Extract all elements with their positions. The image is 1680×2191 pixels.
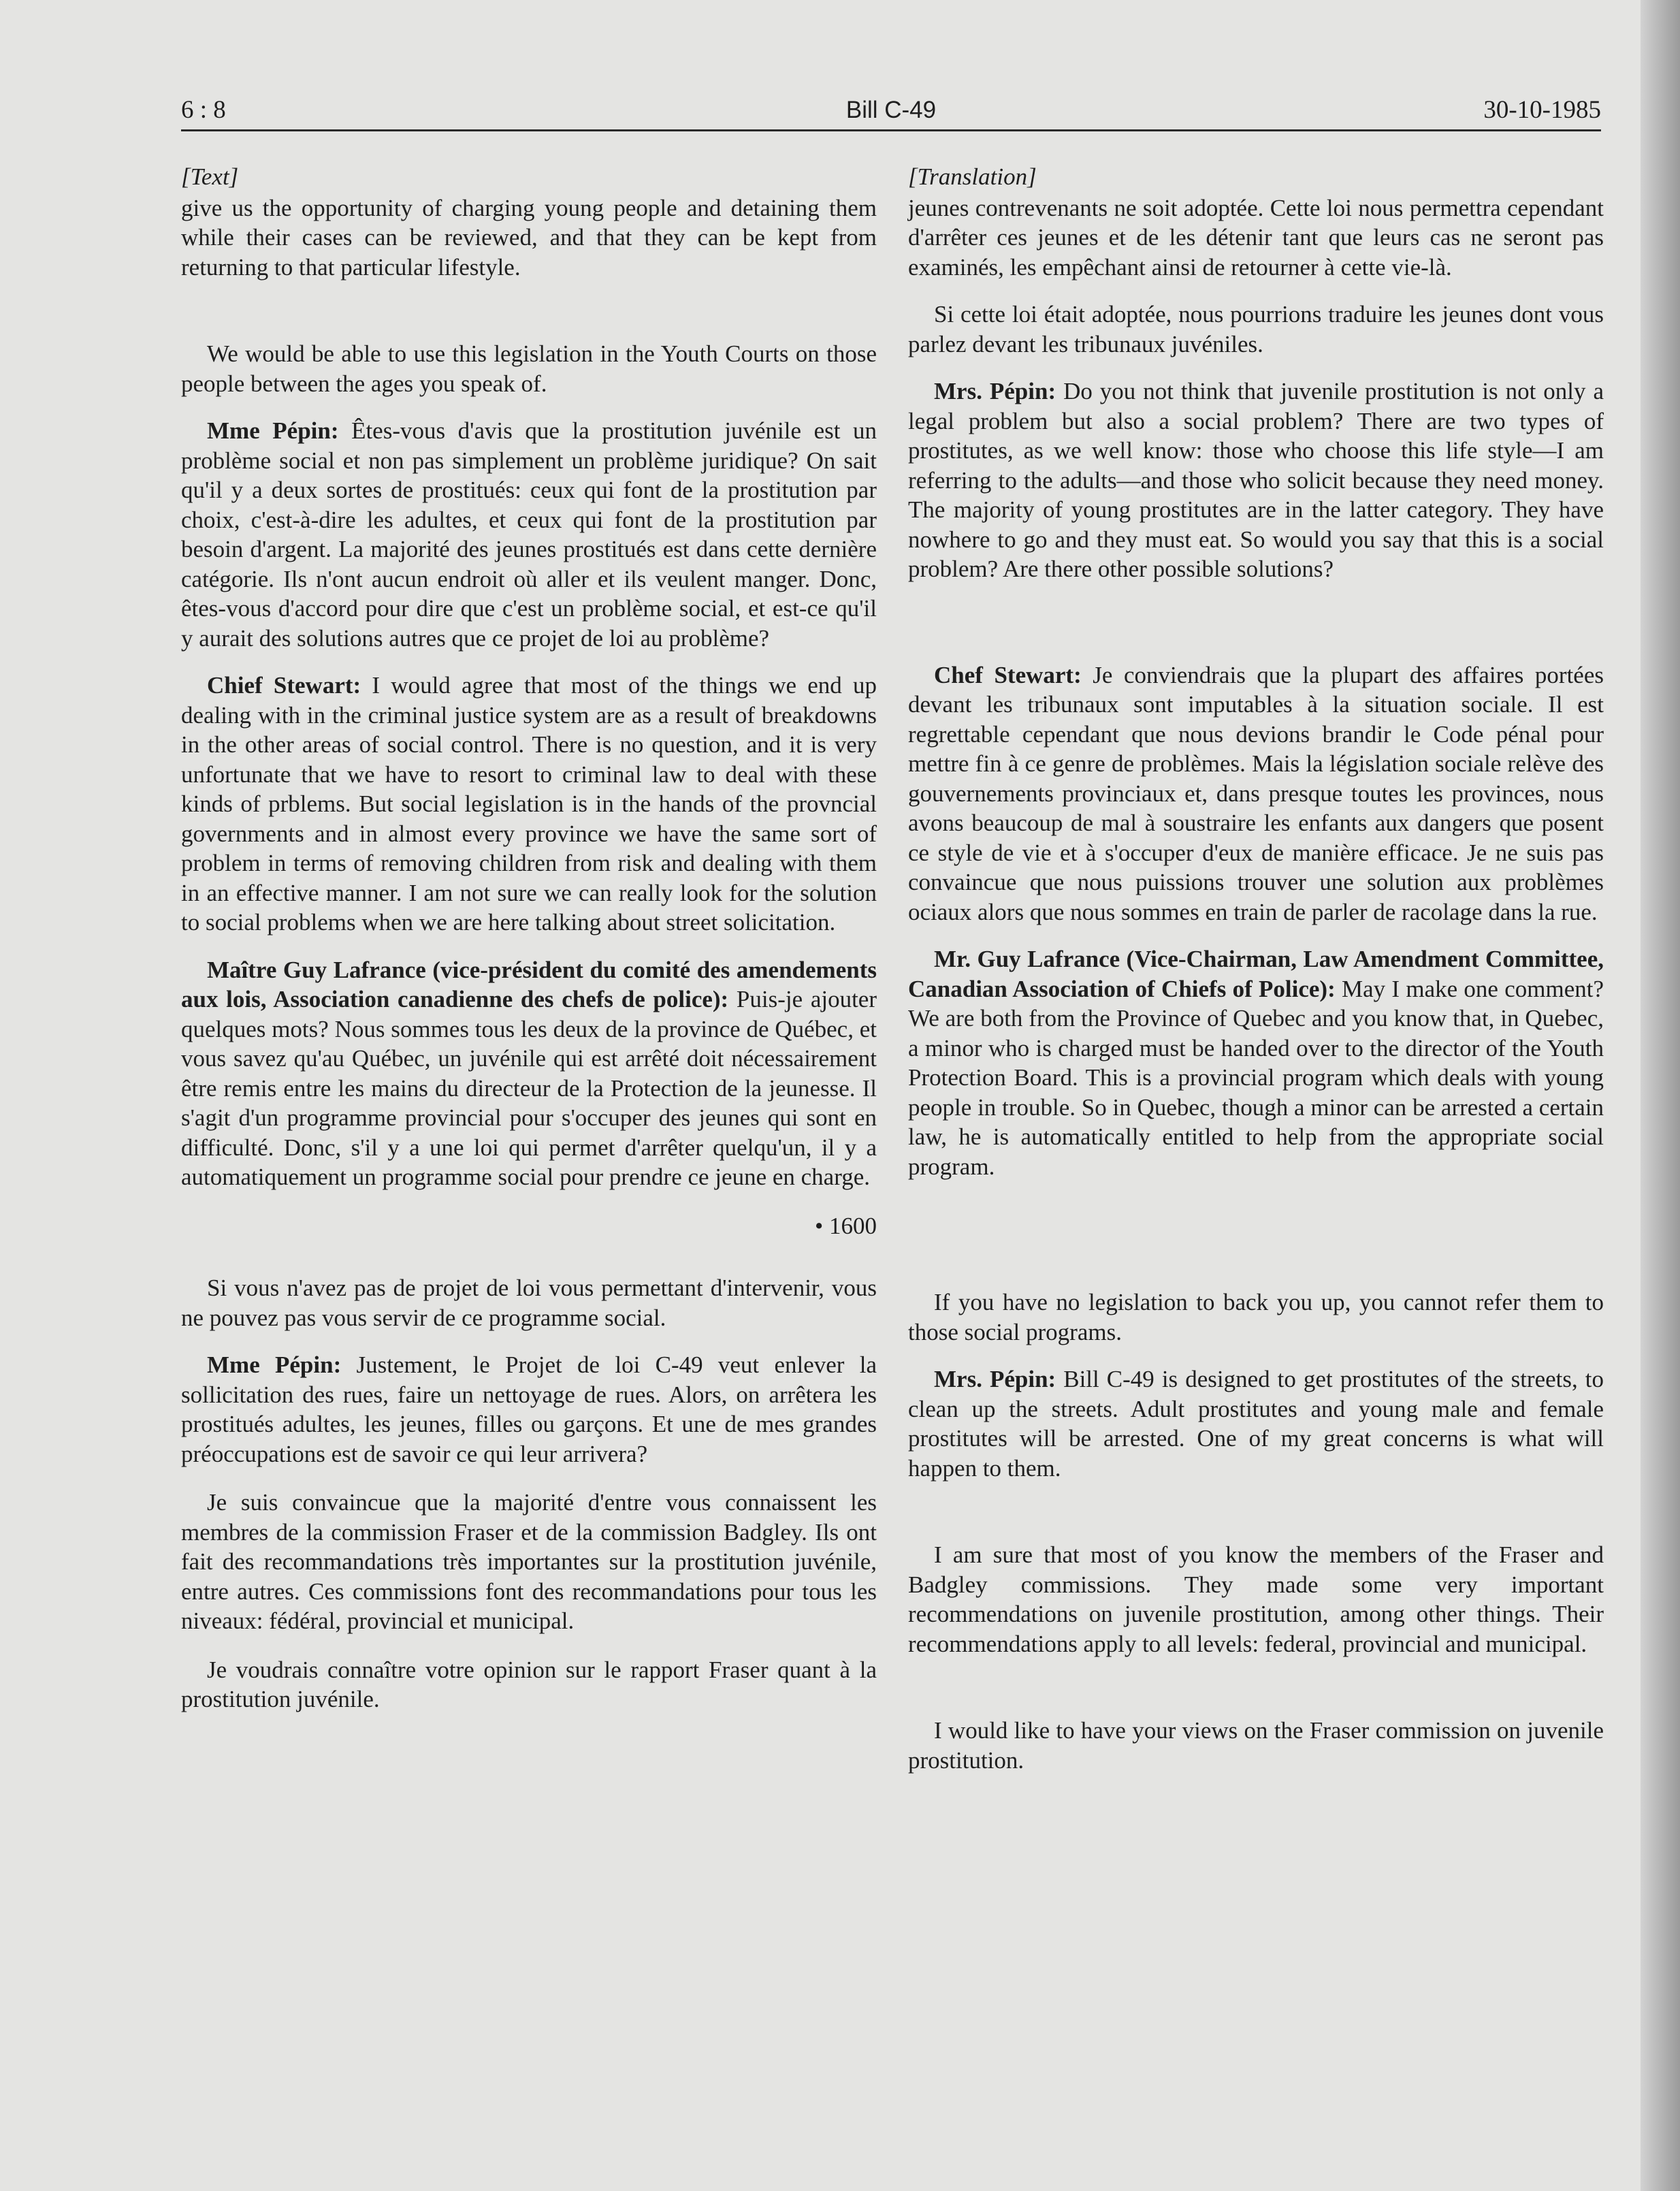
right-paragraph-7	[908, 1364, 1604, 1483]
right-column-label: [Translation]	[908, 163, 1037, 190]
speaker-name: Chef Stewart:	[934, 661, 1082, 688]
speech-text: Justement, le Projet de loi C-49 veut enlever la sollicitation des rues, faire un nettoyage de rues. Alors, on arrêtera les prostitués adultes, les jeunes, filles ou garçons. Et une de mes grandes préoccupations est de savoir ce qui leur arrivera?	[181, 1352, 877, 1467]
speech-text: Puis-je ajouter quelques mots? Nous sommes tous les deux de la province de Québec, et vous savez qu'au Québec, un juvénile qui est arrêté doit nécessairement être remis entre les mains du directeur de la Protection de la jeunesse. Il s'agit d'un programme provincial pour s'occuper des jeunes qui sont en difficulté. Donc, s'il y a une loi qui permet d'arrêter quelqu'un, il y a automatiquement un programme social pour prendre ce jeune en charge.	[181, 986, 877, 1190]
left-paragraph-3	[181, 416, 877, 653]
left-paragraph-6: Si vous n'avez pas de projet de loi vous permettant d'intervenir, vous ne pouvez pas vous servir de ce programme social.	[181, 1275, 877, 1331]
header-rule	[181, 129, 1601, 131]
speech-text: Bill C-49 is designed to get prostitutes of the streets, to clean up the streets. Adult prostitutes and young male and female prostitutes will be arrested. One of my great concerns is what will happen to them.	[908, 1366, 1604, 1482]
right-paragraph-6: If you have no legislation to back you up, you cannot refer them to those social programs.	[908, 1289, 1604, 1345]
speaker-name: Mrs. Pépin:	[934, 1366, 1056, 1392]
left-paragraph-2: We would be able to use this legislation in the Youth Courts on those people between the ages you speak of.	[181, 340, 877, 397]
right-paragraph-1: jeunes contrevenants ne soit adoptée. Cette loi nous permettra cependant d'arrêter ces jeunes et de les détenir tant que leurs cas ne seront pas examinés, les empêchant ainsi de retourner à cette vie-là.	[908, 194, 1604, 281]
left-column	[181, 162, 877, 1714]
page-edge-shadow	[1641, 0, 1680, 2191]
right-paragraph-3	[908, 377, 1604, 584]
left-column-label: [Text]	[181, 163, 239, 190]
right-paragraph-8: I am sure that most of you know the members of the Fraser and Badgley commissions. They made some very important recommendations on juvenile prostitution, among other things. Their recommendations apply to all levels: federal, provincial and municipal.	[908, 1541, 1604, 1657]
speech-text: Je conviendrais que la plupart des affaires portées devant les tribunaux sont imputables à la situation sociale. Il est regrettable cependant que nous devions brandir le Code pénal pour mettre fin à ce genre de problèmes. Mais la législation sociale relève des gouvernements provinciaux et, dans presque toutes les provinces, nous avons beaucoup de mal à soustraire les enfants aux dangers que posent ce style de vie et à s'occuper d'eux de manière efficace. Je ne suis pas convaincue que nous puissions trouver une solution aux problèmes ociaux alors que nous sommes en train de parler de racolage dans la rue.	[908, 661, 1604, 925]
speaker-name: Mme Pépin:	[207, 417, 339, 444]
speech-text: Êtes-vous d'avis que la prostitution juvénile est un problème social et non pas simplement un problème juridique? On sait qu'il y a deux sortes de prostitués: ceux qui font de la prostitution par choix, c'est-à-dire les adultes, et ceux qui font de la prostitution par besoin d'argent. La majorité des jeunes prostitués est dans cette dernière catégorie. Ils n'ont aucun endroit où aller et ils veulent manger. Donc, êtes-vous d'accord pour dire que c'est un problème social, et est-ce qu'il y aurait des solutions autres que ce projet de loi au problème?	[181, 417, 877, 652]
left-paragraph-4	[181, 671, 877, 938]
left-paragraph-9: Je voudrais connaître votre opinion sur le rapport Fraser quant à la prostitution juvénile.	[181, 1656, 877, 1712]
speaker-name: Mr. Guy Lafrance (Vice-Chairman, Law Amendment Committee, Canadian Association of Chiefs of Police):	[908, 946, 1604, 1002]
right-paragraph-9: I would like to have your views on the Fraser commission on juvenile prostitution.	[908, 1717, 1604, 1774]
speech-text: I would agree that most of the things we end up dealing with in the criminal justice system are as a result of breakdowns in the other areas of social control. There is no question, and it is very unfortunate that we have to resort to criminal law to deal with these kinds of prblems. But social legislation is in the hands of the provncial governments and in almost every province we have the same sort of problem in terms of removing children from risk and dealing with them in an effective manner. I am not sure we can really look for the solution to social problems when we are here talking about street solicitation.	[181, 672, 877, 935]
document-date: 30-10-1985	[1483, 96, 1601, 124]
left-paragraph-5	[181, 955, 877, 1192]
speaker-name: Maître Guy Lafrance (vice-président du comité des amendements aux lois, Association canadienne des chefs de police):	[181, 956, 877, 1012]
left-paragraph-1: give us the opportunity of charging young people and detaining them while their cases can be reviewed, and that they can be kept from returning to that particular lifestyle.	[181, 194, 877, 281]
speech-text: Do you not think that juvenile prostitution is not only a legal problem but also a social problem? There are two types of prostitutes, as we well know: those who choose this life style—I am referring to the adults—and those who solicit because they need money. The majority of young prostitutes are in the latter category. They have nowhere to go and they must eat. So would you say that this is a social problem? Are there other possible solutions?	[908, 378, 1604, 582]
timestamp-marker: • 1600	[814, 1212, 877, 1239]
speaker-name: Mme Pépin:	[207, 1352, 342, 1378]
right-paragraph-2: Si cette loi était adoptée, nous pourrions traduire les jeunes dont vous parlez devant les tribunaux juvéniles.	[908, 301, 1604, 357]
page-header	[181, 94, 1601, 127]
speaker-name: Mrs. Pépin:	[934, 378, 1056, 404]
speech-text: May I make one comment? We are both from the Province of Quebec and you know that, in Quebec, a minor who is charged must be handed over to the director of the Youth Protection Board. This is a provincial program which deals with young people in trouble. So in Quebec, though a minor can be arrested a certain law, he is automatically entitled to help from the appropriate social program.	[908, 975, 1604, 1180]
page-number: 6 : 8	[181, 96, 226, 124]
document-title: Bill C-49	[845, 97, 937, 123]
left-paragraph-8: Je suis convaincue que la majorité d'entre vous connaissent les membres de la commission Fraser et de la commission Badgley. Ils ont fait des recommandations très importantes sur la prostitution juvénile, entre autres. Ces commissions font des recommandations pour tous les niveaux: fédéral, provincial et municipal.	[181, 1489, 877, 1634]
speaker-name: Chief Stewart:	[207, 672, 361, 699]
left-paragraph-7	[181, 1350, 877, 1469]
right-paragraph-4	[908, 660, 1604, 927]
right-paragraph-5	[908, 944, 1604, 1181]
right-column	[908, 162, 1604, 1775]
